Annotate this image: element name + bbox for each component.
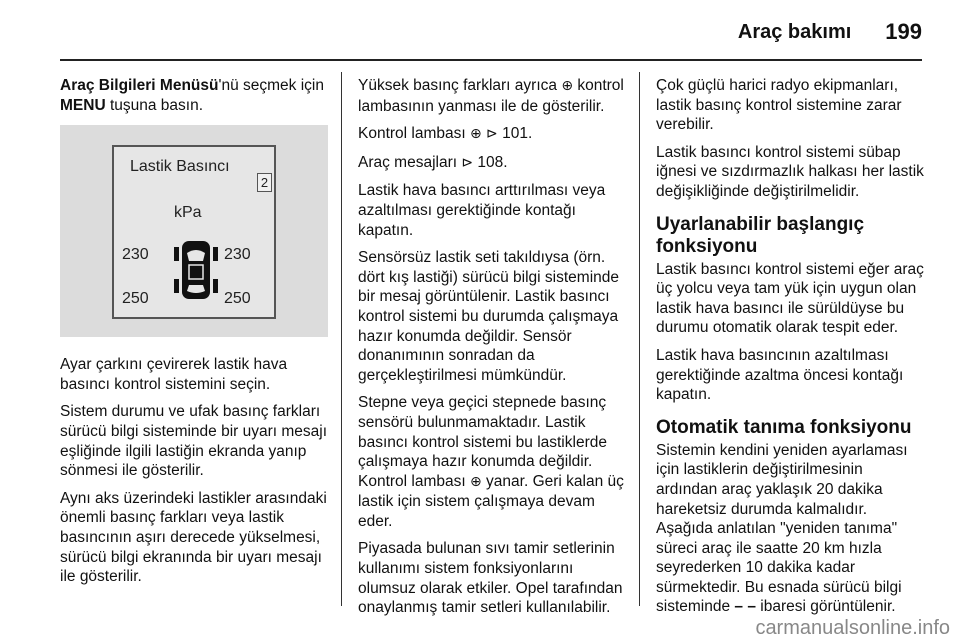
- section-heading: Otomatik tanıma fonksiyonu: [656, 416, 912, 438]
- text: Sistemin kendini yeniden ayarlaması için lastiklerin değiştirilmesinin ardından araç yaklaşık 20 dakika hareketsiz durumda kalmalıdır. Aşağıda anlatılan "yeniden tanıma" süreci araç ile saatte 20 km hızla seyrederken 10 dakika kadar sürmektedir. Bu esnada sürücü bilgi sisteminde: [656, 441, 908, 616]
- car-top-view-icon: [174, 239, 218, 301]
- front-left-pressure: 230: [122, 246, 149, 264]
- column-divider-2: [639, 72, 640, 606]
- text: Stepne veya geçici stepnede basınç sensörü bulunmamaktadır. Lastik basıncı kontrol sistemi bu lastiklerde çalışmaya hazır konumda değildir. Kontrol lambası: [358, 394, 607, 490]
- paragraph: Lastik hava basıncının azaltılması gerektiğinde azaltma öncesi kontağı kapatın.: [656, 346, 904, 404]
- paragraph: Lastik hava basıncı arttırılması veya azaltılması gerektiğinde kontağı kapatın.: [358, 182, 606, 239]
- text: kontrol lambasının yanması ile de gösterilir.: [358, 77, 624, 115]
- display-unit: kPa: [174, 204, 202, 222]
- rear-left-pressure: 250: [122, 290, 149, 308]
- paragraph: Piyasada bulunan sıvı tamir setlerinin kullanımı sistem fonksiyonlarını olumsuz olarak etkiler. Opel tarafından onaylanmış tamir setleri kullanılabilir.: [358, 540, 623, 617]
- paragraph: [358, 393, 626, 531]
- column-2: [358, 76, 626, 626]
- text: Araç mesajları: [358, 153, 462, 171]
- page-reference-arrow-icon: ⊳: [486, 126, 498, 143]
- paragraph: [656, 441, 924, 617]
- page-reference: 108.: [473, 153, 508, 171]
- tire-warning-lamp-icon: ⊕: [470, 473, 482, 490]
- watermark: carmanualsonline.info: [755, 617, 950, 639]
- text: Kontrol lambası: [358, 125, 470, 143]
- front-right-pressure: 230: [224, 246, 251, 264]
- paragraph: Sistem durumu ve ufak basınç farkları sürücü bilgi sisteminde bir uyarı mesajı eşliğinde ilgili lastiğin ekranda yanıp sönmesi ile gösterilir.: [60, 403, 328, 480]
- rear-right-pressure: 250: [224, 290, 251, 308]
- column-3: [656, 76, 924, 625]
- page-reference-arrow-icon: ⊳: [461, 154, 474, 171]
- tire-warning-lamp-icon: ⊕: [470, 126, 482, 143]
- paragraph: Çok güçlü harici radyo ekipmanları, lastik basınç kontrol sistemine zarar verebilir.: [656, 77, 902, 134]
- paragraph: Lastik basıncı kontrol sistemi sübap iğnesi ve sızdırmazlık halkası her lastik değişikliğinde değiştirilmelidir.: [656, 143, 924, 200]
- section-heading: Uyarlanabilir başlangıç fonksiyonu: [656, 213, 865, 257]
- header-rule: [60, 59, 922, 61]
- tire-pressure-display-image: [60, 125, 328, 337]
- intro-text-1: 'nü seçmek için: [218, 77, 324, 94]
- paragraph: [358, 124, 626, 145]
- page-reference: 101.: [497, 125, 533, 143]
- paragraph: [358, 76, 626, 116]
- display-screen: [112, 145, 276, 319]
- menu-button-name: MENU: [60, 96, 106, 114]
- column-divider-1: [341, 72, 342, 606]
- paragraph: Aynı aks üzerindeki lastikler arasındaki önemli basınç farkları veya lastik basıncının aşırı derecede yükselmesi, sürücü bilgi ekranında bir uyarı mesajı ile gösterilir.: [60, 489, 327, 586]
- menu-name: Araç Bilgileri Menüsü: [60, 77, 219, 94]
- intro-text-2: tuşuna basın.: [105, 96, 204, 114]
- display-dashes: – –: [734, 598, 756, 616]
- column-1: [60, 76, 328, 595]
- text: ibaresi görüntülenir.: [755, 598, 896, 616]
- tire-warning-lamp-icon: ⊕: [561, 78, 574, 94]
- page-header: [738, 14, 922, 50]
- intro-paragraph: [60, 76, 328, 115]
- paragraph: Sensörsüz lastik seti takıldıysa (örn. dört kış lastiği) sürücü bilgi sisteminde bir mesaj görüntülenir. Lastik basıncı kontrol sistemi bu durumda çalışmaya hazır konumda değildir. Sensör donanımının sonradan da gerçekleştirilmesi mümkündür.: [358, 249, 620, 384]
- paragraph: Lastik basıncı kontrol sistemi eğer araç üç yolcu veya tam yük için uygun olan lastik hava basıncı ile sürüldüyse bu durumu otomatik olarak tespit eder.: [656, 260, 924, 337]
- paragraph: [358, 153, 626, 174]
- display-page-indicator: 2: [257, 173, 272, 192]
- text: Yüksek basınç farkları ayrıca: [358, 77, 562, 94]
- display-title: Lastik Basıncı: [130, 158, 230, 176]
- page-number: 199: [885, 19, 922, 44]
- page-title: Araç bakımı: [737, 20, 852, 43]
- paragraph: Ayar çarkını çevirerek lastik hava basıncı kontrol sistemini seçin.: [60, 356, 288, 393]
- text: yanar. Geri kalan üç lastik için sistem çalışmaya devam eder.: [358, 472, 624, 530]
